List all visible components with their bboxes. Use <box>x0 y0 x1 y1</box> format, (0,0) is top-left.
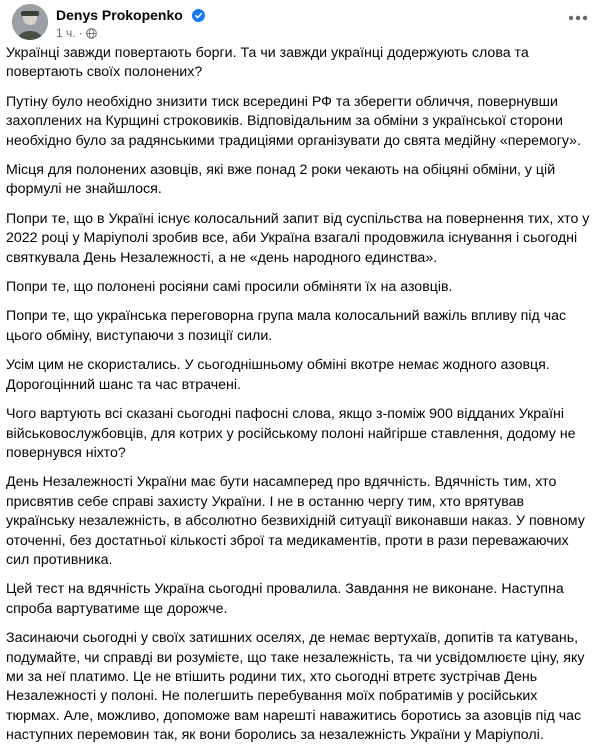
avatar-image <box>12 4 48 40</box>
post-header <box>12 4 591 44</box>
post-body <box>6 44 593 756</box>
post-paragraph: Попри те, що в Україні існує колосальний запит від суспільства на повернення тих, хто у 2022 році у Маріуполі зробив все, аби Україна взагалі продовжила існування і сьогодні святкувала День Незалежності, а не «день народного единства». <box>6 210 590 266</box>
post-paragraph: Місця для полонених азовців, які вже понад 2 роки чекають на обіцяні обміни, у цій формулі не знайшлося. <box>6 162 556 198</box>
author-avatar[interactable] <box>12 4 48 40</box>
post-meta <box>56 26 97 40</box>
author-name-row <box>56 7 205 24</box>
post-paragraph: Попри те, що полонені росіяни самі просили обміняти їх на азовців. <box>6 279 453 296</box>
post-paragraph: Цей тест на вдячність Україна сьогодні провалила. Завдання не виконане. Наступна спроба вартуватиме ще дорожче. <box>6 581 564 617</box>
verified-badge-icon <box>192 9 205 22</box>
post-paragraph: Чого вартують всі сказані сьогодні пафосні слова, якщо з-поміж 900 відданих Україні військовослужбовців, для котрих у російському полоні найгірше ставлення, додому не повернувся ніхто? <box>6 406 576 461</box>
post-paragraph: Засинаючи сьогодні у своїх затишних оселях, де немає вертухаїв, допитів та катувань, подумайте, чи справді ви розумієте, що таке незалежність, та чи усвідомлюєте ціну, яку ми за неї платимо. Це не втішить родини тих, хто сьогодні втретє зустрічав День Незалежності у полоні. Не полегшить перебування моїх побратимів у російських тюрмах. Але, можливо, допоможе вам нарешті наважитись боротись за азовців під час наступних перемовин так, як вони боролись за незалежність України у Маріуполі. <box>6 630 585 744</box>
post-paragraph: Українці завжди повертають борги. Та чи завжди українці додержують слова та повертають своїх полонених? <box>6 45 529 81</box>
post-paragraph: Попри те, що українська переговорна група мала колосальний важіль впливу під час цього обміну, виступаючи з позиції сили. <box>6 308 567 344</box>
meta-separator: · <box>78 26 83 40</box>
author-name[interactable]: Denys Prokopenko <box>56 7 183 23</box>
post-paragraph: Путіну було необхідно знизити тиск всередині РФ та зберегти обличчя, повернувши захоплених на Курщині строковиків. Відповідальним за обміни з української сторони необхідно було за радянськими традиціями організувати до свята медійну «перемогу». <box>6 93 581 149</box>
globe-icon <box>86 28 97 39</box>
post-paragraph: День Незалежності України має бути насамперед про вдячність. Вдячність тим, хто присвятив себе справі захисту України. І не в останню чергу тим, хто врятував українську незалежність, в абсолютно безвихідній ситуації виконавши наказ. У повному оточенні, без достатньої кількості зброї та медикаментів, проти в рази переважаючих сил противника. <box>6 474 585 568</box>
post-paragraph: Усім цим не скористались. У сьогоднішньому обміні вкотре немає жодного азовця. Дорогоцінний шанс та час втрачені. <box>6 357 550 393</box>
post-timestamp[interactable]: 1 ч. <box>56 26 76 40</box>
more-options-icon[interactable] <box>565 10 591 26</box>
